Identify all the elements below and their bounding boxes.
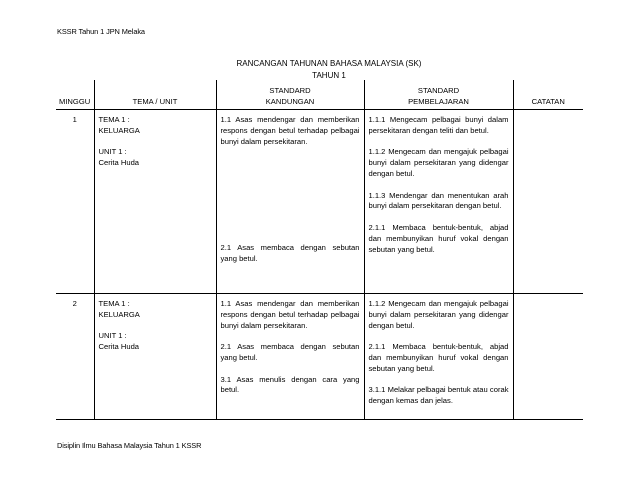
week-number: 2 [56, 294, 94, 420]
yearly-plan-table [56, 80, 583, 420]
catatan-cell [513, 294, 583, 420]
table-row [56, 110, 583, 294]
column-header-tema-unit: TEMA / UNIT [94, 80, 216, 110]
standard-kandungan-item: 2.1 Asas membaca dengan sebutan yang betul. [220, 243, 360, 264]
standard-pembelajaran-cell [364, 294, 513, 420]
footer-note: Disiplin Ilmu Bahasa Malaysia Tahun 1 KSSR [57, 441, 202, 450]
theme-unit-cell [94, 110, 216, 294]
header-note: KSSR Tahun 1 JPN Melaka [57, 27, 145, 36]
theme-label: TEMA 1 : [98, 115, 130, 124]
column-header-catatan: CATATAN [513, 80, 583, 110]
table-header-row [56, 80, 583, 110]
column-header-minggu: MINGGU [56, 80, 94, 110]
standard-pembelajaran-item: 2.1.1 Membaca bentuk-bentuk, abjad dan membunyikan huruf vokal dengan sebutan yang betul. [368, 222, 509, 254]
standard-kandungan-cell [216, 110, 364, 294]
standard-kandungan-item: 1.1 Asas mendengar dan memberikan respons dengan betul terhadap pelbagai bunyi dalam persekitaran. [220, 299, 360, 330]
document-subtitle: TAHUN 1 [312, 71, 346, 80]
unit-name: Cerita Huda [98, 158, 140, 168]
standard-kandungan-cell [216, 294, 364, 420]
theme-name: KELUARGA [98, 125, 140, 135]
catatan-cell [513, 110, 583, 294]
standard-pembelajaran-item: 1.1.1 Mengecam pelbagai bunyi dalam persekitaran dengan teliti dan betul. [368, 115, 509, 135]
theme-label: TEMA 1 : [98, 299, 130, 308]
theme-unit-cell [94, 294, 216, 420]
standard-kandungan-item: 2.1 Asas membaca dengan sebutan yang betul. [220, 342, 360, 362]
standard-pembelajaran-item: 1.1.3 Mendengar dan menentukan arah bunyi dalam persekitaran dengan betul. [368, 190, 509, 211]
standard-pembelajaran-item: 3.1.1 Melakar pelbagai bentuk atau corak dengan kemas dan jelas. [368, 385, 509, 406]
standard-pembelajaran-item: 1.1.2 Mengecam dan mengajuk pelbagai bunyi dalam persekitaran yang didengar dengan betul. [368, 299, 509, 330]
column-header-standard-kandungan: STANDARD KANDUNGAN [216, 80, 364, 110]
unit-name: Cerita Huda [98, 342, 140, 352]
standard-pembelajaran-item: 1.1.2 Mengecam dan mengajuk pelbagai bunyi dalam persekitaran yang didengar dengan betul. [368, 147, 509, 178]
column-header-standard-pembelajaran: STANDARD PEMBELAJARAN [364, 80, 513, 110]
week-number: 1 [56, 110, 94, 294]
unit-label: UNIT 1 : [98, 147, 127, 157]
standard-pembelajaran-item: 2.1.1 Membaca bentuk-bentuk, abjad dan membunyikan huruf vokal dengan sebutan yang betul. [368, 342, 509, 373]
standard-pembelajaran-cell [364, 110, 513, 294]
standard-kandungan-item: 1.1 Asas mendengar dan memberikan respons dengan betul terhadap pelbagai bunyi dalam persekitaran. [220, 115, 360, 146]
document-title: RANCANGAN TAHUNAN BAHASA MALAYSIA (SK) [236, 59, 422, 68]
theme-name: KELUARGA [98, 309, 140, 319]
standard-kandungan-item: 3.1 Asas menulis dengan cara yang betul. [220, 374, 360, 395]
table-row [56, 294, 583, 420]
unit-label: UNIT 1 : [98, 331, 127, 341]
